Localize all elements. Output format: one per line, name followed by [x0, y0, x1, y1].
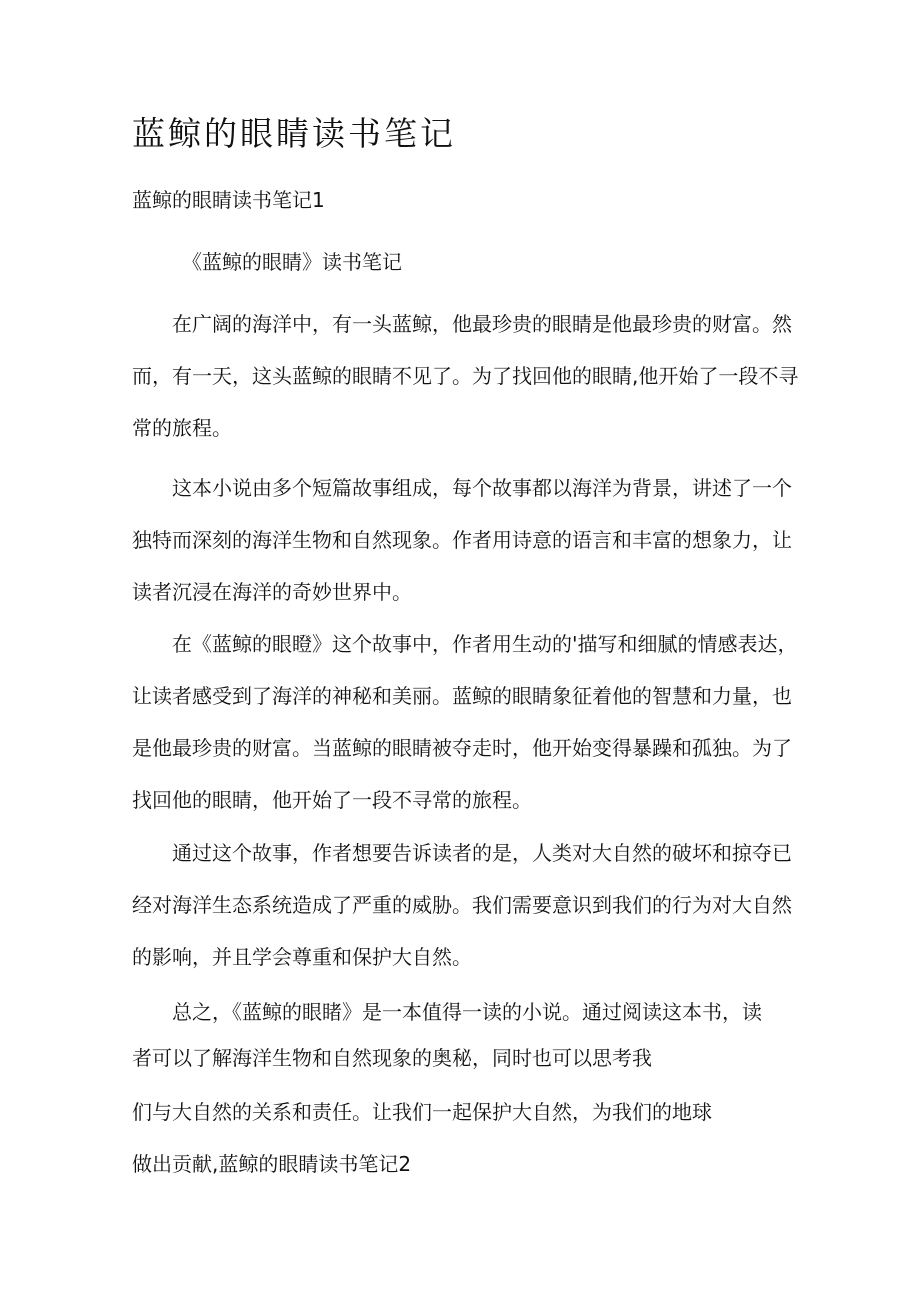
paragraph-1: 在广阔的海洋中，有一头蓝鲸，他最珍贵的眼睛是他最珍贵的财富。然而，有一天，这头蓝鲸的眼睛不见了。为了找回他的眼睛,他开始了一段不寻常的旅程。 — [132, 312, 799, 440]
paragraph-4: 通过这个故事，作者想要告诉读者的是，人类对大自然的破坏和掠夺已经对海洋生态系统造成了严重的威胁。我们需要意识到我们的行为对大自然的影响，并且学会尊重和保护大自然。 — [132, 841, 792, 969]
section-heading: 蓝鲸的眼睛读书笔记1 — [132, 188, 325, 212]
final-line-3: 们与大自然的关系和责任。让我们一起保护大自然，为我们的地球 — [132, 1100, 712, 1124]
book-title-line: 《蓝鲸的眼睛》读书笔记 — [182, 250, 402, 274]
final-line-2: 者可以了解海洋生物和自然现象的奥秘，同时也可以思考我 — [132, 1046, 652, 1070]
paragraph-3: 在《蓝鲸的眼瞪》这个故事中，作者用生动的'描写和细腻的情感表达，让读者感受到了海洋的神秘和美丽。蓝鲸的眼睛象征着他的智慧和力量，也是他最珍贵的财富。当蓝鲸的眼睛被夺走时，他开始变得暴躁和孤独。为了找回他的眼睛，他开始了一段不寻常的旅程。 — [132, 632, 798, 812]
document-title: 蓝鲸的眼睛读书笔记 — [132, 114, 456, 153]
final-line-1: 总之，《蓝鲸的眼睹》是一本值得一读的小说。通过阅读这本书，读 — [172, 1000, 762, 1024]
paragraph-2: 这本小说由多个短篇故事组成，每个故事都以海洋为背景，讲述了一个独特而深刻的海洋生物和自然现象。作者用诗意的语言和丰富的想象力，让读者沉浸在海洋的奇妙世界中。 — [132, 476, 792, 604]
final-line-4: 做出贡献,蓝鲸的眼睛读书笔记2 — [132, 1152, 412, 1176]
